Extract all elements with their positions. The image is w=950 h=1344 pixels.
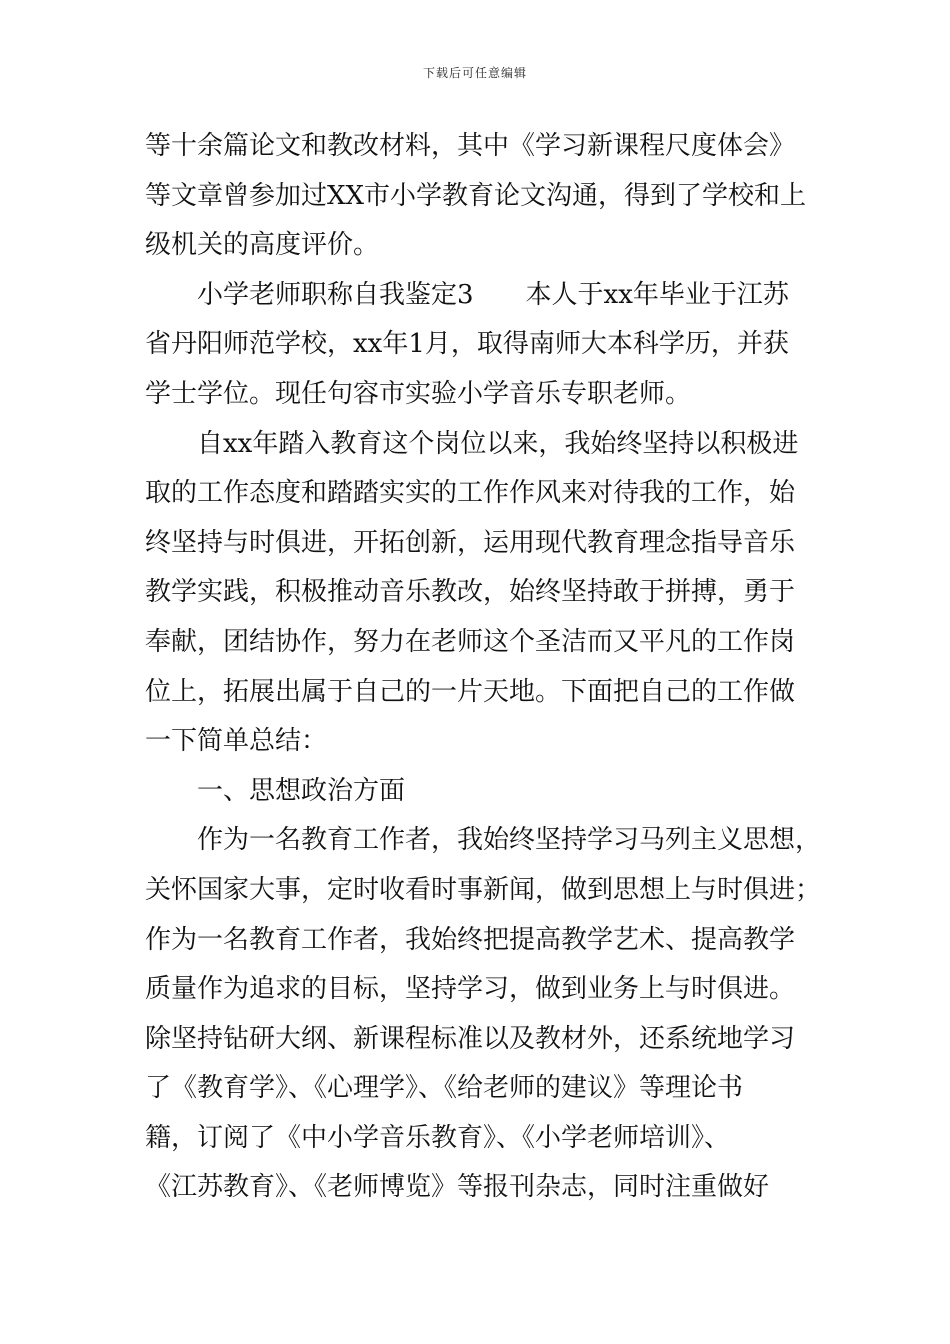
section-heading: 一、思想政治方面 [197,775,406,806]
text-line: 关怀国家大事，定时收看时事新闻，做到思想上与时俱进； [145,874,822,905]
text-line: 自xx年踏入教育这个岗位以来，我始终坚持以积极进 [197,428,799,459]
page-header: 下载后可任意编辑 [422,66,527,80]
text-line: 《江苏教育》、《老师博览》等报刊杂志，同时注重做好 [145,1172,770,1203]
text-line: 位上，拓展出属于自己的一片天地。下面把自己的工作做 [145,676,796,707]
text-line: 了《教育学》、《心理学》、《给老师的建议》等理论书 [145,1073,744,1104]
text-line: 一下简单总结： [145,726,328,757]
text-line: 作为一名教育工作者，我始终把提高教学艺术、提高教学 [145,924,796,955]
text-line: 省丹阳师范学校，xx年1月，取得南师大本科学历，并获 [145,329,789,360]
text-line: 等文章曾参加过XX市小学教育论文沟通，得到了学校和上 [145,180,807,211]
text-line: 教学实践，积极推动音乐教改，始终坚持敢于拼搏，勇于 [145,577,796,608]
text-line: 学士学位。现任句容市实验小学音乐专职老师。 [145,378,692,409]
text-line: 取的工作态度和踏踏实实的工作作风来对待我的工作，始 [145,478,796,509]
section-title: 小学老师职称自我鉴定3 [197,279,474,310]
text-line: 级机关的高度评价。 [145,230,380,261]
text-line: 终坚持与时俱进，开拓创新，运用现代教育理念指导音乐 [145,527,796,558]
document-body [145,122,822,1213]
text-line: 作为一名教育工作者，我始终坚持学习马列主义思想， [197,825,822,856]
text-line: 奉献，团结协作，努力在老师这个圣洁而又平凡的工作岗 [145,626,796,657]
text-line: 籍，订阅了《中小学音乐教育》、《小学老师培训》、 [145,1122,731,1153]
text-line: 除坚持钻研大纲、新课程标准以及教材外，还系统地学习 [145,1023,796,1054]
text-line: 质量作为追求的目标，坚持学习，做到业务上与时俱进。 [145,974,796,1005]
text-line-fragment: 本人于xx年毕业于江苏 [525,279,789,310]
text-line: 等十余篇论文和教改材料，其中《学习新课程尺度体会》 [145,131,796,161]
section-title-line [145,271,813,321]
